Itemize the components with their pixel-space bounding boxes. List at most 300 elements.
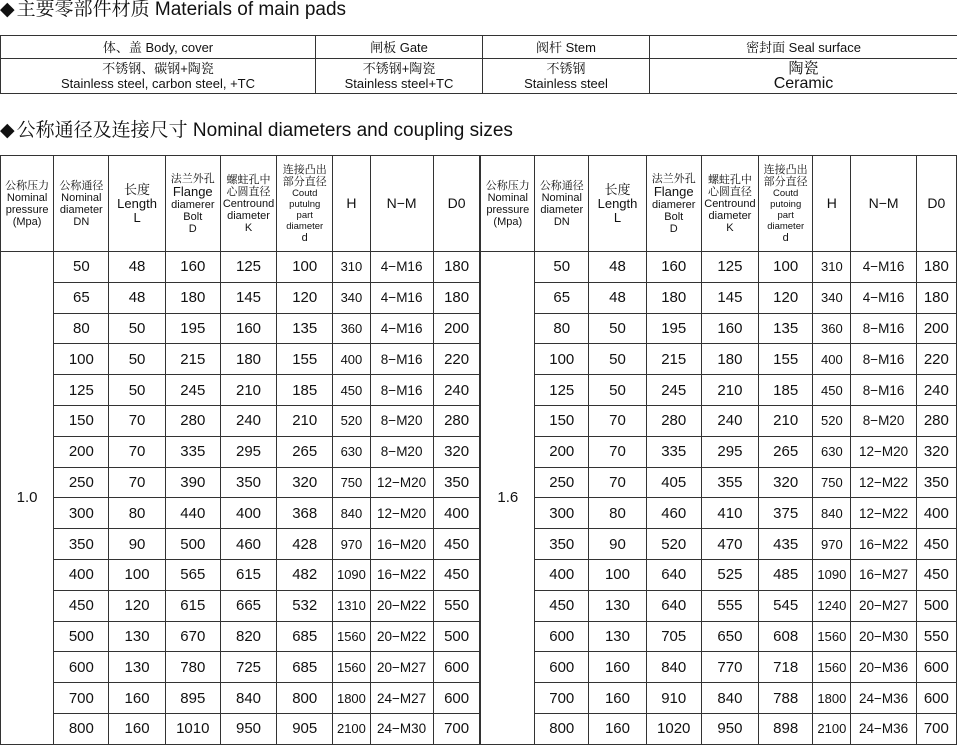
table-cell: 16−M20: [370, 529, 433, 560]
header-pressure-line: pressure: [481, 204, 534, 216]
header-boss_right-line: part diameter: [759, 210, 812, 232]
header-boss_right-line: Coutd putoing: [759, 188, 812, 210]
table-cell: 1090: [813, 559, 851, 590]
pressure-right-cell: 1.6: [480, 252, 534, 745]
table-cell: 150: [54, 405, 109, 436]
table-row: [1, 405, 957, 436]
table-cell: 350: [54, 529, 109, 560]
table-cell: 8−M20: [851, 405, 916, 436]
table-cell: 250: [54, 467, 109, 498]
table-cell: 840: [701, 683, 758, 714]
nominal-header-row: [1, 156, 957, 252]
table-cell: 210: [277, 405, 333, 436]
table-cell: 520: [333, 405, 370, 436]
header-pressure-right: [480, 156, 534, 252]
header-pressure-line: 公称压力: [481, 180, 534, 192]
header-flange-line: D: [647, 223, 701, 235]
table-cell: 630: [813, 436, 851, 467]
table-cell: 300: [535, 498, 589, 529]
table-cell: 245: [646, 375, 701, 406]
table-cell: 16−M27: [851, 559, 916, 590]
table-cell: 520: [646, 529, 701, 560]
header-flange-line: Flange: [166, 185, 220, 199]
header-bolt_circle-line: 心圆直径: [221, 186, 276, 198]
table-cell: 450: [433, 559, 480, 590]
table-cell: 375: [759, 498, 813, 529]
table-cell: 155: [277, 344, 333, 375]
table-row: [1, 621, 957, 652]
materials-gate-cn: 不锈钢+陶瓷: [316, 61, 482, 76]
table-cell: 135: [277, 313, 333, 344]
table-cell: 200: [54, 436, 109, 467]
table-cell: 280: [433, 405, 480, 436]
table-cell: 898: [759, 713, 813, 744]
table-cell: 970: [813, 529, 851, 560]
table-cell: 670: [165, 621, 220, 652]
table-cell: 350: [433, 467, 480, 498]
table-cell: 615: [165, 590, 220, 621]
table-cell: 24−M27: [370, 683, 433, 714]
header-bolt_circle-line: diameter: [702, 210, 758, 222]
table-cell: 100: [277, 252, 333, 283]
table-cell: 180: [916, 282, 956, 313]
header-diameter-line: Nominal: [535, 192, 588, 204]
table-cell: 280: [165, 405, 220, 436]
header-boss-line: 部分直径: [277, 176, 332, 188]
header-nm-right: N−M: [851, 156, 916, 252]
table-cell: 600: [535, 652, 589, 683]
table-cell: 90: [109, 529, 165, 560]
table-cell: 500: [433, 621, 480, 652]
table-cell: 50: [109, 313, 165, 344]
table-cell: 210: [701, 375, 758, 406]
table-cell: 160: [589, 652, 646, 683]
header-flange-left: [165, 156, 220, 252]
header-pressure-left: [1, 156, 54, 252]
table-cell: 90: [589, 529, 646, 560]
header-flange-line: Bolt: [647, 211, 701, 223]
table-cell: 185: [759, 375, 813, 406]
table-cell: 500: [54, 621, 109, 652]
table-cell: 50: [535, 252, 589, 283]
header-flange-line: 法兰外孔: [166, 173, 220, 185]
table-cell: 1310: [333, 590, 370, 621]
table-cell: 550: [433, 590, 480, 621]
header-length-line: 长度: [109, 183, 164, 197]
table-cell: 400: [433, 498, 480, 529]
table-cell: 350: [220, 467, 276, 498]
table-cell: 700: [916, 713, 956, 744]
table-cell: 310: [813, 252, 851, 283]
header-h-right: H: [813, 156, 851, 252]
table-row: [1, 498, 957, 529]
table-cell: 840: [333, 498, 370, 529]
table-cell: 150: [535, 405, 589, 436]
table-cell: 8−M16: [851, 313, 916, 344]
table-cell: 1090: [333, 559, 370, 590]
table-cell: 130: [109, 652, 165, 683]
table-cell: 350: [535, 529, 589, 560]
header-bolt_circle-line: Centround: [702, 198, 758, 210]
table-cell: 350: [916, 467, 956, 498]
table-cell: 160: [109, 713, 165, 744]
header-boss-line: 连接凸出: [277, 164, 332, 176]
nominal-table: [0, 155, 957, 745]
table-cell: 630: [333, 436, 370, 467]
table-row: [1, 529, 957, 560]
header-length-left: [109, 156, 165, 252]
table-cell: 1800: [813, 683, 851, 714]
table-cell: 320: [916, 436, 956, 467]
materials-stem-value: [483, 59, 650, 94]
table-cell: 20−M27: [370, 652, 433, 683]
table-cell: 600: [535, 621, 589, 652]
table-cell: 460: [220, 529, 276, 560]
materials-body-value: [1, 59, 316, 94]
table-cell: 700: [54, 683, 109, 714]
table-cell: 65: [54, 282, 109, 313]
table-cell: 340: [813, 282, 851, 313]
header-diameter-line: Nominal: [54, 192, 108, 204]
table-cell: 555: [701, 590, 758, 621]
table-cell: 470: [701, 529, 758, 560]
header-diameter-line: diameter: [54, 204, 108, 216]
header-pressure-line: (Mpa): [1, 216, 53, 228]
table-cell: 300: [54, 498, 109, 529]
table-cell: 125: [701, 252, 758, 283]
header-pressure-line: Nominal: [1, 192, 53, 204]
header-d0-left: D0: [433, 156, 480, 252]
table-cell: 240: [701, 405, 758, 436]
table-cell: 800: [535, 713, 589, 744]
table-cell: 788: [759, 683, 813, 714]
header-pressure-line: Nominal: [481, 192, 534, 204]
table-cell: 335: [165, 436, 220, 467]
table-cell: 180: [433, 252, 480, 283]
table-cell: 210: [220, 375, 276, 406]
materials-gate-value: [316, 59, 483, 94]
table-cell: 210: [759, 405, 813, 436]
pressure-left-cell: 1.0: [1, 252, 54, 745]
table-cell: 1560: [813, 652, 851, 683]
table-cell: 120: [109, 590, 165, 621]
table-cell: 145: [701, 282, 758, 313]
table-cell: 12−M20: [370, 498, 433, 529]
table-cell: 185: [277, 375, 333, 406]
table-cell: 50: [109, 344, 165, 375]
table-cell: 80: [109, 498, 165, 529]
table-cell: 840: [220, 683, 276, 714]
table-cell: 12−M22: [851, 498, 916, 529]
table-cell: 48: [589, 252, 646, 283]
table-cell: 685: [277, 652, 333, 683]
table-cell: 24−M36: [851, 683, 916, 714]
header-length-line: 长度: [589, 183, 645, 197]
header-bolt_circle-line: diameter: [221, 210, 276, 222]
table-cell: 820: [220, 621, 276, 652]
table-cell: 8−M16: [851, 344, 916, 375]
table-cell: 20−M22: [370, 621, 433, 652]
table-cell: 905: [277, 713, 333, 744]
table-cell: 70: [589, 436, 646, 467]
table-cell: 355: [701, 467, 758, 498]
table-cell: 725: [220, 652, 276, 683]
header-pressure-line: pressure: [1, 204, 53, 216]
table-cell: 450: [813, 375, 851, 406]
table-cell: 280: [916, 405, 956, 436]
header-length-right: [589, 156, 646, 252]
table-cell: 4−M16: [851, 252, 916, 283]
table-cell: 665: [220, 590, 276, 621]
table-cell: 718: [759, 652, 813, 683]
table-cell: 8−M16: [370, 375, 433, 406]
table-cell: 1800: [333, 683, 370, 714]
table-cell: 8−M16: [370, 344, 433, 375]
table-row: [1, 344, 957, 375]
header-bolt_circle-right: [701, 156, 758, 252]
header-diameter-right: [535, 156, 589, 252]
nominal-heading: [0, 118, 513, 144]
table-cell: 970: [333, 529, 370, 560]
table-cell: 265: [759, 436, 813, 467]
table-cell: 100: [54, 344, 109, 375]
header-h-left: H: [333, 156, 370, 252]
header-boss-left: [277, 156, 333, 252]
table-cell: 180: [165, 282, 220, 313]
table-cell: 4−M16: [370, 252, 433, 283]
table-cell: 4−M16: [851, 282, 916, 313]
header-flange-line: D: [166, 223, 220, 235]
materials-header-row: [1, 36, 957, 59]
table-cell: 400: [333, 344, 370, 375]
header-bolt_circle-line: Centround: [221, 198, 276, 210]
table-cell: 135: [759, 313, 813, 344]
table-cell: 125: [54, 375, 109, 406]
table-cell: 310: [333, 252, 370, 283]
diamond-bullet-icon: ◆: [0, 0, 15, 20]
table-cell: 600: [916, 683, 956, 714]
header-diameter-left: [54, 156, 109, 252]
table-cell: 950: [220, 713, 276, 744]
table-cell: 500: [165, 529, 220, 560]
header-boss_right-line: d: [759, 232, 812, 244]
header-bolt_circle-line: 螺蛀孔中: [221, 174, 276, 186]
table-cell: 160: [220, 313, 276, 344]
table-cell: 1560: [333, 652, 370, 683]
table-row: [1, 590, 957, 621]
table-cell: 450: [535, 590, 589, 621]
table-cell: 195: [646, 313, 701, 344]
table-cell: 608: [759, 621, 813, 652]
table-cell: 750: [333, 467, 370, 498]
table-cell: 220: [916, 344, 956, 375]
table-cell: 70: [589, 405, 646, 436]
table-cell: 400: [535, 559, 589, 590]
materials-seal-en: Ceramic: [650, 76, 957, 91]
table-cell: 50: [109, 375, 165, 406]
table-cell: 482: [277, 559, 333, 590]
materials-seal-cn: 陶瓷: [650, 61, 957, 76]
table-cell: 700: [433, 713, 480, 744]
table-cell: 130: [589, 590, 646, 621]
table-cell: 532: [277, 590, 333, 621]
table-cell: 500: [916, 590, 956, 621]
table-cell: 840: [813, 498, 851, 529]
table-cell: 950: [701, 713, 758, 744]
table-cell: 100: [589, 559, 646, 590]
diamond-bullet-icon: ◆: [0, 120, 15, 141]
table-cell: 145: [220, 282, 276, 313]
table-cell: 50: [589, 344, 646, 375]
table-cell: 368: [277, 498, 333, 529]
table-cell: 200: [535, 436, 589, 467]
header-diameter-line: DN: [535, 216, 588, 228]
table-cell: 160: [646, 252, 701, 283]
table-cell: 335: [646, 436, 701, 467]
header-boss_right-right: [759, 156, 813, 252]
header-flange-line: 法兰外孔: [647, 173, 701, 185]
table-cell: 8−M16: [851, 375, 916, 406]
table-cell: 390: [165, 467, 220, 498]
table-cell: 840: [646, 652, 701, 683]
table-cell: 160: [109, 683, 165, 714]
table-row: [1, 252, 957, 283]
table-cell: 485: [759, 559, 813, 590]
table-cell: 200: [916, 313, 956, 344]
header-bolt_circle-left: [220, 156, 276, 252]
table-cell: 435: [759, 529, 813, 560]
table-cell: 410: [701, 498, 758, 529]
header-length-line: Length: [109, 197, 164, 211]
table-cell: 120: [277, 282, 333, 313]
table-cell: 12−M20: [370, 467, 433, 498]
table-row: [1, 559, 957, 590]
table-cell: 600: [433, 683, 480, 714]
table-cell: 440: [165, 498, 220, 529]
header-pressure-line: (Mpa): [481, 216, 534, 228]
table-cell: 250: [535, 467, 589, 498]
table-cell: 450: [54, 590, 109, 621]
table-cell: 320: [759, 467, 813, 498]
table-cell: 400: [916, 498, 956, 529]
table-cell: 640: [646, 590, 701, 621]
header-diameter-line: diameter: [535, 204, 588, 216]
header-diameter-line: 公称通径: [535, 180, 588, 192]
table-cell: 48: [109, 252, 165, 283]
table-cell: 16−M22: [851, 529, 916, 560]
table-cell: 200: [433, 313, 480, 344]
materials-stem-en: Stainless steel: [483, 76, 649, 91]
table-cell: 1560: [813, 621, 851, 652]
table-cell: 600: [54, 652, 109, 683]
table-cell: 160: [701, 313, 758, 344]
table-cell: 2100: [813, 713, 851, 744]
table-cell: 450: [433, 529, 480, 560]
table-cell: 20−M22: [370, 590, 433, 621]
table-row: [1, 313, 957, 344]
table-cell: 50: [589, 313, 646, 344]
table-cell: 65: [535, 282, 589, 313]
header-boss-line: Coutd putulng: [277, 188, 332, 210]
header-boss-line: part diameter: [277, 210, 332, 232]
table-cell: 405: [646, 467, 701, 498]
table-cell: 615: [220, 559, 276, 590]
header-diameter-line: 公称通径: [54, 180, 108, 192]
table-cell: 80: [589, 498, 646, 529]
table-cell: 265: [277, 436, 333, 467]
materials-header-gate: 闸板 Gate: [316, 36, 483, 59]
header-bolt_circle-line: K: [221, 222, 276, 234]
nominal-heading-text: 公称通径及连接尺寸 Nominal diameters and coupling sizes: [17, 120, 513, 141]
table-cell: 180: [916, 252, 956, 283]
table-cell: 520: [813, 405, 851, 436]
table-cell: 910: [646, 683, 701, 714]
table-cell: 220: [433, 344, 480, 375]
header-diameter-line: DN: [54, 216, 108, 228]
table-cell: 800: [277, 683, 333, 714]
table-cell: 100: [759, 252, 813, 283]
header-flange-line: diamerer: [166, 199, 220, 211]
table-cell: 180: [646, 282, 701, 313]
table-cell: 12−M22: [851, 467, 916, 498]
table-row: [1, 436, 957, 467]
table-cell: 160: [589, 713, 646, 744]
header-bolt_circle-line: K: [702, 222, 758, 234]
table-cell: 320: [433, 436, 480, 467]
header-pressure-line: 公称压力: [1, 180, 53, 192]
table-cell: 180: [701, 344, 758, 375]
table-cell: 320: [277, 467, 333, 498]
table-cell: 120: [759, 282, 813, 313]
table-cell: 360: [813, 313, 851, 344]
materials-heading: [0, 0, 346, 22]
materials-value-row: [1, 59, 957, 94]
header-boss_right-line: 连接凸出: [759, 164, 812, 176]
table-cell: 100: [535, 344, 589, 375]
table-row: [1, 467, 957, 498]
table-cell: 4−M16: [370, 313, 433, 344]
table-cell: 155: [759, 344, 813, 375]
table-cell: 195: [165, 313, 220, 344]
table-cell: 460: [646, 498, 701, 529]
table-cell: 450: [333, 375, 370, 406]
table-cell: 525: [701, 559, 758, 590]
table-cell: 770: [701, 652, 758, 683]
table-cell: 48: [589, 282, 646, 313]
table-row: [1, 652, 957, 683]
table-row: [1, 282, 957, 313]
table-cell: 1560: [333, 621, 370, 652]
table-cell: 640: [646, 559, 701, 590]
table-cell: 70: [109, 436, 165, 467]
table-cell: 295: [701, 436, 758, 467]
table-cell: 50: [589, 375, 646, 406]
table-cell: 895: [165, 683, 220, 714]
table-cell: 8−M20: [370, 436, 433, 467]
table-cell: 340: [333, 282, 370, 313]
materials-table: [0, 35, 957, 94]
table-cell: 80: [535, 313, 589, 344]
materials-heading-text: 主要零部件材质 Materials of main pads: [17, 0, 346, 20]
table-row: [1, 375, 957, 406]
table-cell: 245: [165, 375, 220, 406]
table-cell: 240: [916, 375, 956, 406]
table-cell: 100: [109, 559, 165, 590]
table-cell: 70: [589, 467, 646, 498]
table-cell: 16−M22: [370, 559, 433, 590]
table-cell: 1010: [165, 713, 220, 744]
header-bolt_circle-line: 心圆直径: [702, 186, 758, 198]
